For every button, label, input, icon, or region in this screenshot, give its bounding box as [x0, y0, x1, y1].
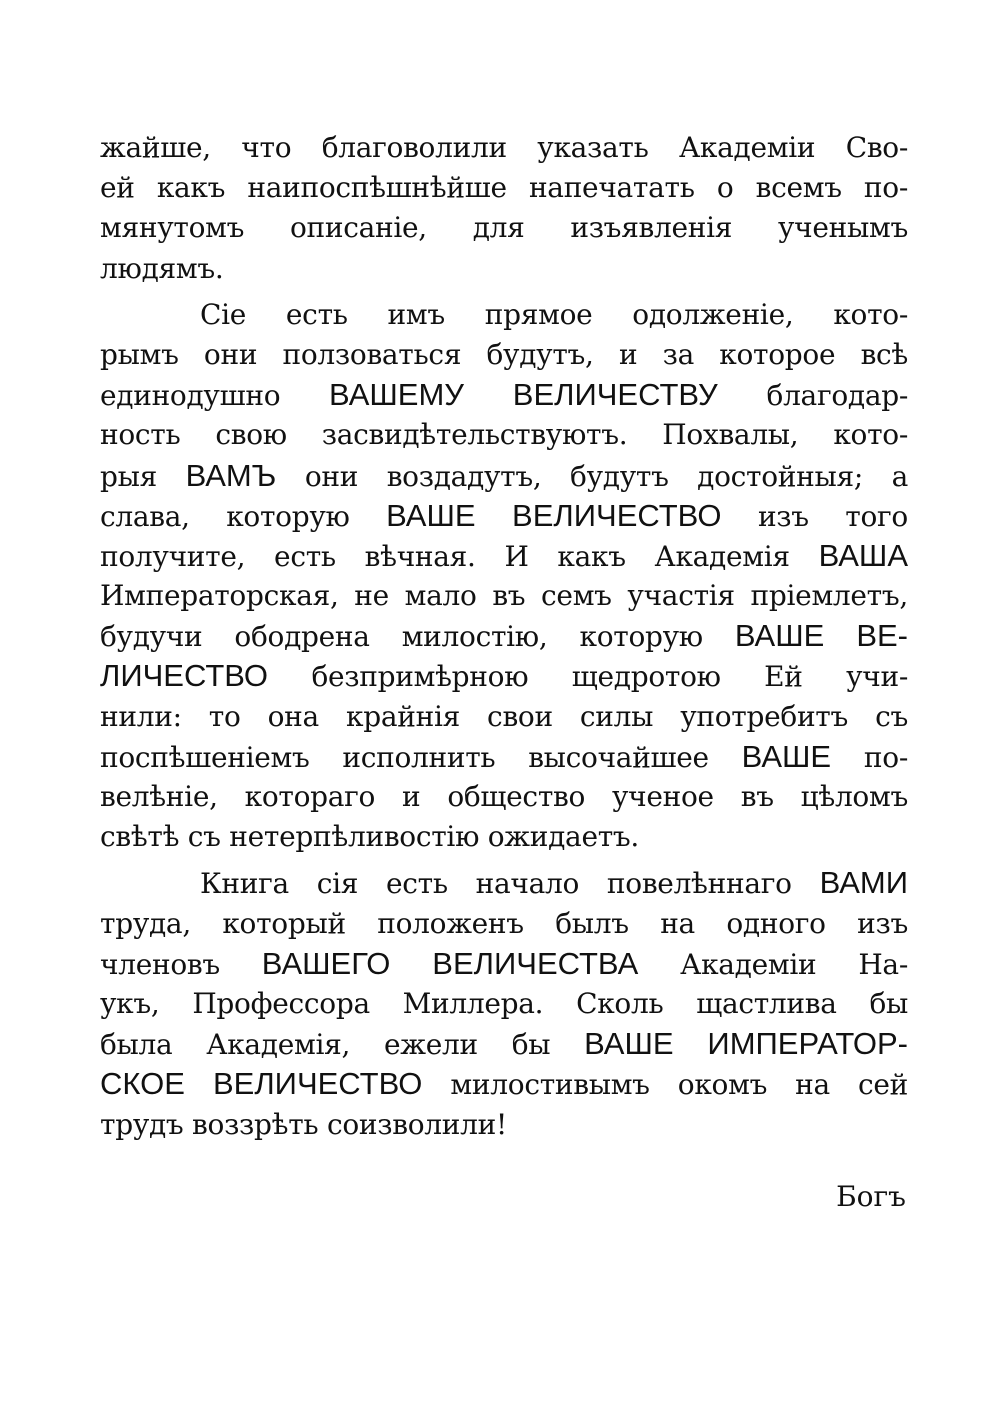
text-segment: трудъ воззрѣть соизволили! [100, 1107, 507, 1141]
text-line [100, 496, 908, 536]
text-line [100, 375, 908, 415]
text-segment: получите, есть вѣчная. И какъ Академія [100, 539, 819, 573]
text-segment: Книга сія есть начало повелѣннаго [200, 867, 820, 901]
text-line [100, 536, 908, 576]
text-segment: безпримѣрною щедротою Ей учи- [268, 660, 908, 694]
text-segment: Академіи На- [638, 947, 908, 981]
text-line [100, 777, 908, 817]
text-segment: труда, который положенъ былъ на одного изъ [100, 906, 908, 940]
text-line [100, 1105, 908, 1145]
text-line [100, 616, 908, 656]
text-segment: людямъ. [100, 251, 224, 285]
text-line [100, 904, 908, 944]
text-segment: рымъ они ползоваться будутъ, и за которое всѣ [100, 337, 908, 371]
text-segment: членовъ [100, 947, 262, 981]
text-line [100, 697, 908, 737]
emphasized-title: ВАМЪ [185, 457, 277, 493]
text-segment: будучи ободрена милостію, которую [100, 620, 735, 654]
text-line [100, 817, 908, 857]
text-segment: изъ того [721, 499, 908, 533]
text-segment: поспѣшеніемъ исполнить высочайшее [100, 740, 742, 774]
catchword: Богъ [836, 1180, 906, 1213]
text-line [100, 249, 908, 289]
emphasized-title: ВАШЕ ИМПЕРАТОР- [584, 1026, 908, 1062]
emphasized-title: СКОЕ ВЕЛИЧЕСТВО [100, 1066, 423, 1102]
text-segment: мянутомъ описаніе, для изъявленія ученымъ [100, 211, 908, 245]
emphasized-title: ЛИЧЕСТВО [100, 658, 269, 694]
text-segment: милостивымъ окомъ на сей [422, 1068, 909, 1102]
text-segment: была Академія, ежели бы [100, 1028, 585, 1062]
text-line [100, 1024, 908, 1064]
text-line [100, 737, 908, 777]
text-line [100, 456, 908, 496]
text-line [100, 576, 908, 616]
text-line [100, 944, 908, 984]
text-segment: свѣтѣ съ нетерпѣливостію ожидаетъ. [100, 820, 640, 854]
text-segment: благодар- [717, 379, 909, 413]
emphasized-title: ВАШЕГО ВЕЛИЧЕСТВА [261, 945, 639, 981]
text-segment: слава, которую [100, 499, 387, 533]
paragraph [100, 863, 908, 1144]
text-line [100, 335, 908, 375]
text-segment: Сіе есть имъ прямое одолженіе, кото- [200, 297, 908, 331]
text-segment: жайше, что благоволили указать Академіи Сво- [100, 131, 908, 164]
text-segment: рыя [100, 459, 186, 493]
paragraph [100, 295, 908, 858]
page-body [100, 128, 908, 1145]
text-line [100, 168, 908, 208]
emphasized-title: ВАШЕМУ ВЕЛИЧЕСТВУ [329, 377, 718, 413]
text-segment: по- [831, 740, 909, 774]
text-line [100, 415, 908, 455]
text-segment: они воздадутъ, будутъ достойныя; а [276, 459, 908, 493]
text-line [100, 984, 908, 1024]
emphasized-title: ВАШЕ [741, 738, 832, 774]
text-segment: нили: то она крайнія свои силы употребитъ съ [100, 699, 908, 733]
emphasized-title: ВАША [818, 537, 908, 573]
text-segment: единодушно [100, 379, 330, 413]
text-segment: ность свою засвидѣтельствуютъ. Похвалы, кото- [100, 418, 908, 452]
text-line [100, 208, 908, 248]
paragraph [100, 128, 908, 289]
text-segment: ей какъ наипоспѣшнѣйше напечатать о всемъ по- [100, 171, 908, 205]
text-line [100, 128, 908, 168]
text-line [100, 863, 908, 903]
text-segment: укъ, Профессора Миллера. Сколь щастлива бы [100, 986, 908, 1020]
text-line [100, 656, 908, 696]
text-segment: велѣніе, котораго и общество ученое въ цѣломъ [100, 780, 908, 813]
emphasized-title: ВАШЕ ВЕЛИЧЕСТВО [386, 497, 722, 533]
text-line [100, 1064, 908, 1104]
emphasized-title: ВАМИ [819, 865, 908, 901]
emphasized-title: ВАШЕ ВЕ- [734, 618, 908, 654]
text-segment: Императорская, не мало въ семъ участія пріемлетъ, [100, 579, 908, 613]
text-line [100, 295, 908, 335]
